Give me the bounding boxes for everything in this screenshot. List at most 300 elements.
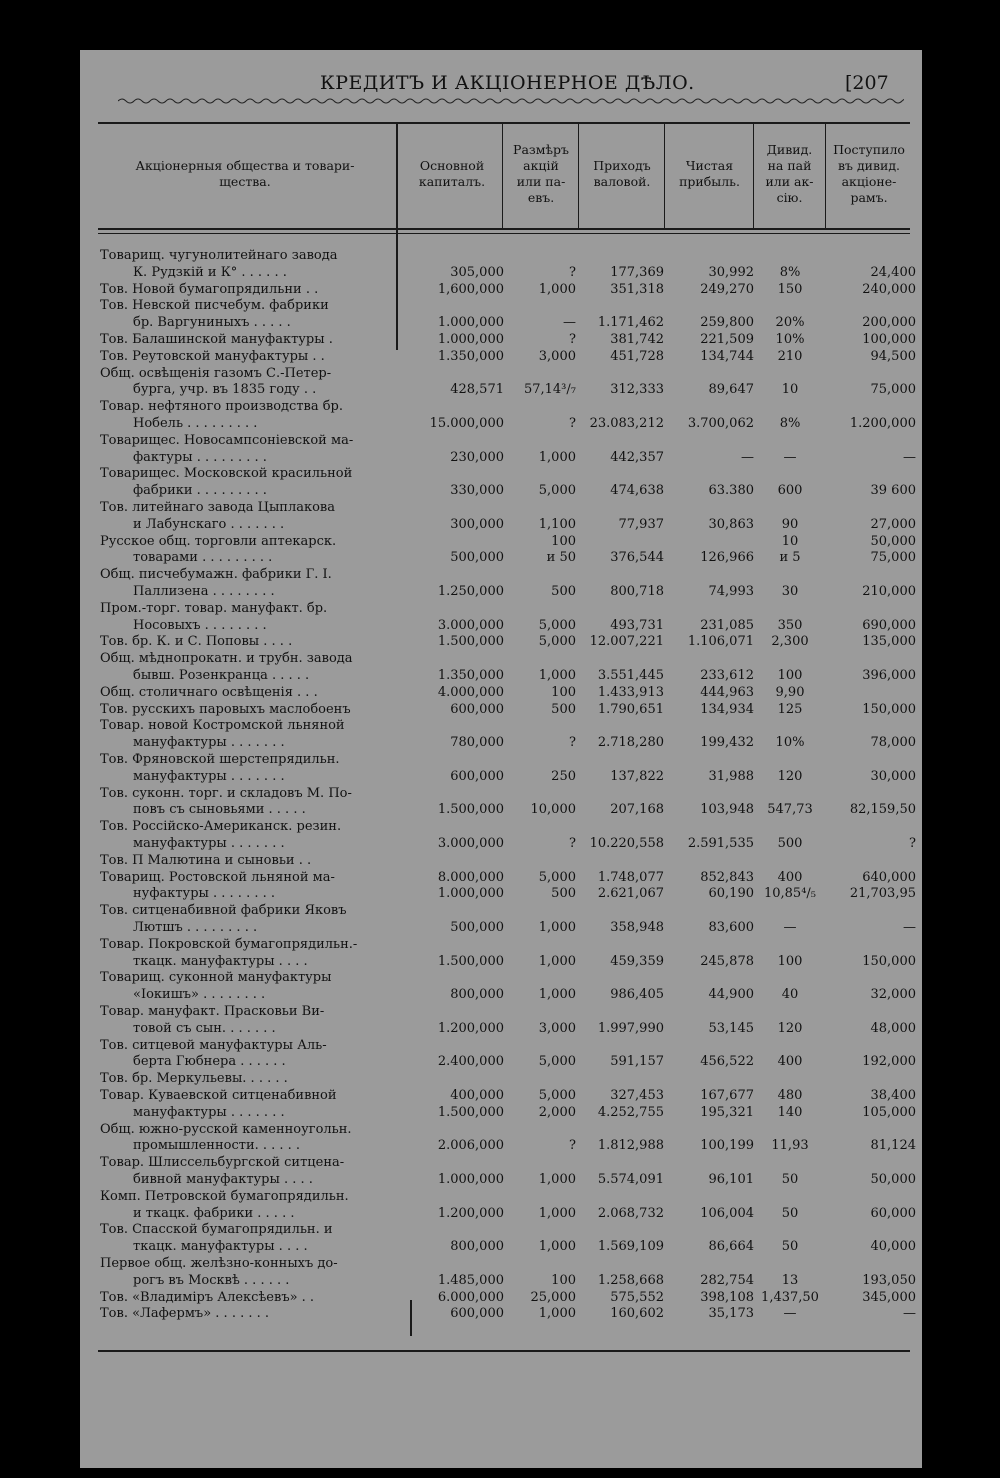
cell-div: 50	[781, 1172, 799, 1187]
table-row	[0, 785, 1000, 802]
cell-net: 2.591,535	[687, 836, 754, 851]
table-row	[0, 633, 1000, 650]
cell-net: 259,800	[700, 315, 754, 331]
colhead-share-size: Размѣръ акцій или па- евъ.	[513, 142, 569, 205]
cell-cap: 2.006,000	[437, 1138, 504, 1154]
row-company-name: Тов. ситцевой мануфактуры Аль-	[100, 1037, 327, 1053]
cell-share: 1,000	[538, 449, 576, 465]
row-company-name: и Лабунскаго . . . . . . .	[133, 516, 285, 532]
cell-net: 86,664	[708, 1239, 754, 1255]
cell-cap: 330,000	[450, 483, 504, 499]
cell-paid: 21,703,95	[849, 886, 916, 902]
cell-gross: 207,168	[610, 802, 664, 818]
cell-cap: 1.500,000	[437, 1104, 504, 1120]
cell-div: 10%	[775, 332, 805, 347]
table-row	[0, 516, 1000, 533]
cell-cap: 4.000,000	[437, 684, 504, 700]
cell-gross: 442,357	[610, 449, 664, 465]
cell-div: 150	[777, 281, 803, 297]
row-company-name: Комп. Петровской бумагопрядильн.	[100, 1188, 349, 1204]
cell-net: 96,101	[708, 1172, 754, 1187]
cell-div: 11,93	[771, 1138, 809, 1154]
cell-div: 140	[777, 1104, 803, 1120]
row-company-name: Тов. П Малютина и сыновьи . .	[100, 852, 312, 868]
cell-share: 57,14³/₇	[523, 382, 576, 398]
cell-gross: 3.551,445	[597, 668, 664, 683]
cell-paid: 40,000	[870, 1239, 916, 1255]
cell-share: 1,000	[538, 668, 576, 683]
cell-paid: 78,000	[870, 735, 916, 751]
table-row	[0, 852, 1000, 869]
cell-paid: 396,000	[862, 668, 916, 683]
table-row	[0, 583, 1000, 600]
cell-div: 50	[781, 1205, 799, 1221]
cell-cap: 6.000,000	[437, 1289, 504, 1305]
row-company-name: Русское общ. торговли аптекарск.	[100, 533, 337, 549]
cell-paid: 690,000	[862, 617, 916, 633]
table-row	[0, 1289, 1000, 1306]
cell-gross: 474,638	[610, 483, 664, 499]
cell-div: —	[783, 449, 797, 465]
cell-share: 500	[551, 886, 576, 902]
cell-cap: 3.000,000	[437, 836, 504, 851]
table-row	[0, 1205, 1000, 1222]
table-row	[0, 1154, 1000, 1171]
cell-share: 2,000	[538, 1104, 576, 1120]
cell-net: 245,878	[700, 953, 754, 969]
row-company-name: Товарищ. чугунолитейнаго завода	[100, 248, 338, 263]
table-row	[0, 264, 1000, 281]
row-company-name: фактуры . . . . . . . . .	[133, 449, 267, 465]
cell-share: 1,100	[538, 516, 576, 532]
cell-div: 2,300	[771, 634, 809, 650]
cell-net: 195,321	[700, 1104, 754, 1120]
cell-cap: 1.485,000	[437, 1272, 504, 1288]
table-row	[0, 482, 1000, 499]
cell-net: 74,993	[708, 584, 754, 599]
cell-div: 400	[777, 1054, 803, 1070]
row-company-name: повъ съ сыновьями . . . . .	[133, 802, 306, 818]
row-company-name: товой съ сын. . . . . . .	[133, 1020, 276, 1036]
cell-share: 100	[551, 533, 576, 549]
cell-net: 35,173	[708, 1306, 754, 1322]
table-row	[0, 499, 1000, 516]
cell-net: 134,744	[700, 348, 754, 364]
row-company-name: Товар. Шлиссельбургской ситцена-	[100, 1155, 345, 1171]
cell-div: 400	[777, 869, 803, 885]
cell-net: 60,190	[708, 886, 754, 902]
cell-paid: 24,400	[870, 264, 916, 280]
table-row	[0, 919, 1000, 936]
table-row	[0, 1221, 1000, 1238]
wavy-rule	[118, 96, 904, 106]
cell-div: 125	[777, 701, 803, 717]
cell-cap: 8.000,000	[437, 869, 504, 885]
row-company-name: Общ. столичнаго освѣщенія . . .	[100, 684, 318, 700]
row-company-name: мануфактуры . . . . . . .	[133, 836, 285, 851]
row-company-name: мануфактуры . . . . . . .	[133, 735, 285, 751]
row-company-name: Тов. русскихъ паровыхъ маслобоенъ	[100, 701, 351, 717]
table-row	[0, 1305, 1000, 1322]
cell-gross: 5.574,091	[597, 1172, 664, 1187]
cell-gross: 1.812,988	[597, 1138, 664, 1154]
cell-gross: 160,602	[610, 1306, 664, 1322]
cell-cap: 1.000,000	[437, 315, 504, 331]
table-row	[0, 365, 1000, 382]
cell-share: 5,000	[538, 483, 576, 499]
cell-gross: 12.007,221	[589, 634, 664, 650]
cell-share: 100	[551, 684, 576, 700]
row-company-name: Тов. ситценабивной фабрики Яковъ	[100, 903, 347, 919]
cell-paid: 345,000	[862, 1289, 916, 1305]
cell-net: 103,948	[700, 802, 754, 818]
cell-cap: 300,000	[450, 516, 504, 532]
table-row	[0, 449, 1000, 466]
cell-gross: 591,157	[610, 1054, 664, 1070]
cell-gross: 1.258,668	[597, 1272, 664, 1288]
row-company-name: Товар. мануфакт. Прасковьи Ви-	[100, 1004, 325, 1019]
cell-net: 199,432	[700, 735, 754, 751]
cell-share: 5,000	[538, 617, 576, 633]
header-bottom-rule-2	[98, 233, 910, 234]
table-row	[0, 331, 1000, 348]
row-company-name: Товарищ. Ростовской льняной ма-	[100, 869, 335, 885]
table-row	[0, 751, 1000, 768]
cell-net: 1.106,071	[687, 634, 754, 650]
col-sep-3	[578, 122, 579, 228]
table-row	[0, 768, 1000, 785]
table-row	[0, 835, 1000, 852]
cell-paid: 39 600	[870, 483, 916, 499]
cell-share: ?	[569, 416, 576, 431]
cell-gross: 10.220,558	[589, 836, 664, 851]
cell-cap: 1.500,000	[437, 953, 504, 969]
cell-share: ?	[569, 264, 576, 280]
cell-share: 1,000	[538, 1205, 576, 1221]
cell-share: 1,000	[538, 987, 576, 1003]
cell-div: 120	[777, 768, 803, 784]
row-company-name: Общ. писчебумажн. фабрики Г. І.	[100, 567, 332, 583]
cell-paid: 81,124	[870, 1138, 916, 1154]
cell-div: 10%	[775, 735, 805, 751]
row-company-name: рогъ въ Москвѣ . . . . . .	[133, 1272, 290, 1288]
cell-cap: 1.350,000	[437, 348, 504, 364]
cell-net: 83,600	[708, 920, 754, 935]
cell-gross: 312,333	[610, 382, 664, 398]
cell-div: 10	[781, 533, 799, 549]
table-row	[0, 801, 1000, 818]
row-company-name: Товарищес. Московской красильной	[100, 466, 353, 482]
cell-cap: 800,000	[450, 987, 504, 1003]
cell-gross: 1.171,462	[597, 315, 664, 331]
cell-cap: 230,000	[450, 449, 504, 465]
row-company-name: промышленности. . . . . .	[133, 1138, 301, 1154]
cell-gross: 459,359	[610, 953, 664, 969]
table-row	[0, 398, 1000, 415]
col-sep-4	[664, 122, 665, 228]
row-company-name: Общ. южно-русской каменноугольн.	[100, 1121, 352, 1137]
table-row	[0, 818, 1000, 835]
cell-paid: 193,050	[862, 1272, 916, 1288]
cell-gross: 351,318	[610, 281, 664, 297]
table-row	[0, 297, 1000, 314]
cell-paid: 135,000	[862, 634, 916, 650]
cell-net: 31,988	[708, 768, 754, 784]
table-row	[0, 1238, 1000, 1255]
cell-paid: 240,000	[862, 281, 916, 297]
cell-cap: 1.000,000	[437, 1172, 504, 1187]
cell-cap: 1.000,000	[437, 332, 504, 347]
cell-paid: 75,000	[870, 550, 916, 566]
cell-net: 44,900	[708, 987, 754, 1003]
table-row	[0, 1272, 1000, 1289]
cell-gross: 376,544	[610, 550, 664, 566]
row-company-name: Тов. «Лафермъ» . . . . . . .	[100, 1306, 270, 1322]
table-row	[0, 415, 1000, 432]
cell-cap: 1.250,000	[437, 584, 504, 599]
cell-gross: 1.790,651	[597, 701, 664, 717]
cell-div: 547,73	[767, 802, 813, 818]
table-row	[0, 1104, 1000, 1121]
cell-gross: 327,453	[610, 1088, 664, 1103]
colhead-dividend: Дивид. на пай или ак- cію.	[765, 142, 814, 205]
cell-paid: 50,000	[870, 533, 916, 549]
table-row	[0, 1121, 1000, 1138]
cell-div: —	[783, 1306, 797, 1322]
cell-net: 134,934	[700, 701, 754, 717]
cell-net: 221,509	[700, 332, 754, 347]
cell-div: 500	[777, 836, 803, 851]
table-row	[0, 953, 1000, 970]
cell-paid: 105,000	[862, 1104, 916, 1120]
cell-paid: 640,000	[862, 869, 916, 885]
row-company-name: Товарищ. суконной мануфактуры	[100, 970, 332, 986]
cell-gross: 451,728	[610, 348, 664, 364]
table-row	[0, 617, 1000, 634]
cell-cap: 1.000,000	[437, 886, 504, 902]
table-row	[0, 1037, 1000, 1054]
cell-cap: 1.500,000	[437, 802, 504, 818]
cell-cap: 1,600,000	[437, 281, 504, 297]
colhead-gross-income: Приходъ валовой.	[593, 158, 651, 189]
row-company-name: Тов. литейнаго завода Цыплакова	[100, 500, 335, 515]
cell-share: 5,000	[538, 1088, 576, 1103]
row-company-name: Товар. новой Костромской льняной	[100, 718, 345, 734]
cell-share: —	[563, 315, 576, 331]
cell-gross: 4.252,755	[597, 1104, 664, 1120]
cell-net: 444,963	[700, 684, 754, 700]
cell-div: 90	[781, 516, 799, 532]
table-row	[0, 1188, 1000, 1205]
cell-gross: 1.997,990	[597, 1020, 664, 1036]
table-row	[0, 734, 1000, 751]
row-company-name: фабрики . . . . . . . . .	[133, 483, 267, 499]
cell-cap: 800,000	[450, 1239, 504, 1255]
cell-share: 25,000	[530, 1289, 576, 1305]
row-company-name: Тов. бр. Меркульевы. . . . . .	[100, 1071, 288, 1087]
cell-share: 5,000	[538, 869, 576, 885]
cell-div: 13	[781, 1272, 799, 1288]
table-row	[0, 1171, 1000, 1188]
table-row	[0, 247, 1000, 264]
cell-paid: 82,159,50	[849, 802, 916, 818]
table-row	[0, 432, 1000, 449]
cell-net: 456,522	[700, 1054, 754, 1070]
cell-paid: 100,000	[862, 332, 916, 347]
row-company-name: Первое общ. желѣзно-конныхъ до-	[100, 1256, 338, 1271]
table-top-rule	[98, 122, 910, 124]
cell-gross: 986,405	[610, 987, 664, 1003]
cell-div: 8%	[779, 264, 801, 280]
cell-share: 10,000	[530, 802, 576, 818]
cell-paid: 32,000	[870, 987, 916, 1003]
row-company-name: Тов. суконн. торг. и складовъ М. По-	[100, 785, 352, 801]
table-row	[0, 717, 1000, 734]
cell-gross: 177,369	[610, 264, 664, 280]
cell-gross: 800,718	[610, 584, 664, 599]
cell-cap: 3.000,000	[437, 617, 504, 633]
cell-div: 350	[777, 617, 803, 633]
cell-net: 89,647	[708, 382, 754, 398]
cell-share: 5,000	[538, 634, 576, 650]
row-company-name: Тов. «Владиміръ Алексѣевъ» . .	[100, 1289, 315, 1305]
cell-div: 480	[777, 1088, 803, 1103]
cell-div: и 5	[779, 550, 801, 566]
cell-net: 852,843	[700, 869, 754, 885]
cell-div: 100	[777, 668, 803, 683]
row-company-name: Лютшъ . . . . . . . . .	[133, 920, 258, 935]
cell-div: 50	[781, 1239, 799, 1255]
cell-paid: 75,000	[870, 382, 916, 398]
cell-cap: 15.000,000	[429, 416, 504, 431]
cell-cap: 1.200,000	[437, 1020, 504, 1036]
cell-net: 30,863	[708, 516, 754, 532]
table-row	[0, 986, 1000, 1003]
table-row	[0, 1255, 1000, 1272]
cell-net: 126,966	[700, 550, 754, 566]
cell-net: 233,612	[700, 668, 754, 683]
row-company-name: Тов. Балашинской мануфактуры .	[100, 332, 333, 347]
cell-share: ?	[569, 332, 576, 347]
cell-share: 1,000	[538, 920, 576, 935]
table-row	[0, 885, 1000, 902]
header-bottom-rule	[98, 228, 910, 230]
cell-gross: 575,552	[610, 1289, 664, 1305]
cell-paid: —	[903, 1306, 916, 1322]
cell-cap: 500,000	[450, 550, 504, 566]
cell-net: —	[741, 449, 754, 465]
cell-net: 249,270	[700, 281, 754, 297]
cell-net: 63.380	[708, 483, 754, 499]
cell-paid: 94,500	[870, 348, 916, 364]
cell-share: 1,000	[538, 1172, 576, 1187]
cell-div: 10,85⁴/₅	[763, 886, 817, 902]
cell-net: 282,754	[700, 1272, 754, 1288]
cell-cap: 1.200,000	[437, 1205, 504, 1221]
row-company-name: Тов. Фряновской шерстепрядильн.	[100, 752, 340, 767]
cell-gross: 1.433,913	[597, 684, 664, 700]
row-company-name: Тов. Реутовской мануфактуры . .	[100, 348, 325, 364]
table-row	[0, 650, 1000, 667]
page-header-title: КРЕДИТЪ И АКЦІОНЕРНОЕ ДѢЛО.	[320, 72, 695, 94]
cell-paid: 150,000	[862, 701, 916, 717]
cell-cap: 2.400,000	[437, 1054, 504, 1070]
page-number: [207	[845, 72, 889, 94]
cell-paid: ?	[909, 836, 916, 851]
table-row	[0, 281, 1000, 298]
cell-div: 600	[777, 483, 803, 499]
cell-gross: 381,742	[610, 332, 664, 347]
cell-gross: 493,731	[610, 617, 664, 633]
cell-net: 3.700,062	[687, 416, 754, 431]
cell-share: ?	[569, 1138, 576, 1154]
table-row	[0, 936, 1000, 953]
cell-div: 120	[777, 1020, 803, 1036]
table-bottom-rule	[98, 1350, 910, 1352]
cell-paid: 1.200,000	[849, 416, 916, 431]
cell-div: 40	[781, 987, 799, 1003]
cell-net: 398,108	[700, 1289, 754, 1305]
colhead-net-profit: Чистая прибыль.	[679, 158, 740, 189]
cell-paid: —	[903, 449, 916, 465]
colhead-company: Акціонерныя общества и товари- щества.	[135, 158, 355, 189]
row-company-name: К. Рудзкій и К° . . . . . .	[133, 264, 287, 280]
table-row	[0, 314, 1000, 331]
row-company-name: Товар. нефтяного производства бр.	[100, 399, 344, 415]
cell-cap: 780,000	[450, 735, 504, 751]
row-company-name: бивной мануфактуры . . . .	[133, 1172, 313, 1187]
cell-share: 1,000	[538, 1239, 576, 1255]
cell-div: 210	[777, 348, 803, 364]
table-row	[0, 381, 1000, 398]
row-company-name: бр. Варгуниныхъ . . . . .	[133, 315, 291, 331]
cell-share: 3,000	[538, 348, 576, 364]
cell-net: 53,145	[708, 1020, 754, 1036]
cell-div: 100	[777, 953, 803, 969]
cell-cap: 305,000	[450, 264, 504, 280]
row-company-name: ткацк. мануфактуры . . . .	[133, 953, 308, 969]
row-company-name: «Іокишъ» . . . . . . . .	[133, 987, 266, 1003]
cell-gross: 2.068,732	[597, 1205, 664, 1221]
cell-div: 20%	[775, 315, 805, 331]
table-row	[0, 1137, 1000, 1154]
row-company-name: Тов. Россійско-Американск. резин.	[100, 819, 342, 835]
cell-cap: 1.500,000	[437, 634, 504, 650]
row-company-name: Нобель . . . . . . . . .	[133, 416, 258, 431]
cell-paid: 210,000	[862, 584, 916, 599]
table-row	[0, 566, 1000, 583]
cell-cap: 600,000	[450, 768, 504, 784]
cell-gross: 2.718,280	[597, 735, 664, 751]
cell-cap: 600,000	[450, 1306, 504, 1322]
colhead-paid-to-shareholders: Поступило въ дивид. акціоне- рамъ.	[833, 142, 905, 205]
cell-cap: 600,000	[450, 701, 504, 717]
row-company-name: Общ. мѣднопрокатн. и трубн. завода	[100, 651, 353, 667]
cell-share: 500	[551, 701, 576, 717]
cell-paid: 27,000	[870, 516, 916, 532]
table-row	[0, 1053, 1000, 1070]
cell-cap: 428,571	[450, 382, 504, 398]
cell-net: 100,199	[700, 1138, 754, 1154]
cell-share: и 50	[546, 550, 576, 566]
cell-gross: 137,822	[610, 768, 664, 784]
cell-gross: 358,948	[610, 920, 664, 935]
cell-gross: 1.569,109	[597, 1239, 664, 1255]
row-company-name: Товар. Куваевской ситценабивной	[100, 1088, 337, 1103]
cell-paid: 60,000	[870, 1205, 916, 1221]
cell-div: 8%	[779, 416, 801, 431]
row-company-name: мануфактуры . . . . . . .	[133, 768, 285, 784]
